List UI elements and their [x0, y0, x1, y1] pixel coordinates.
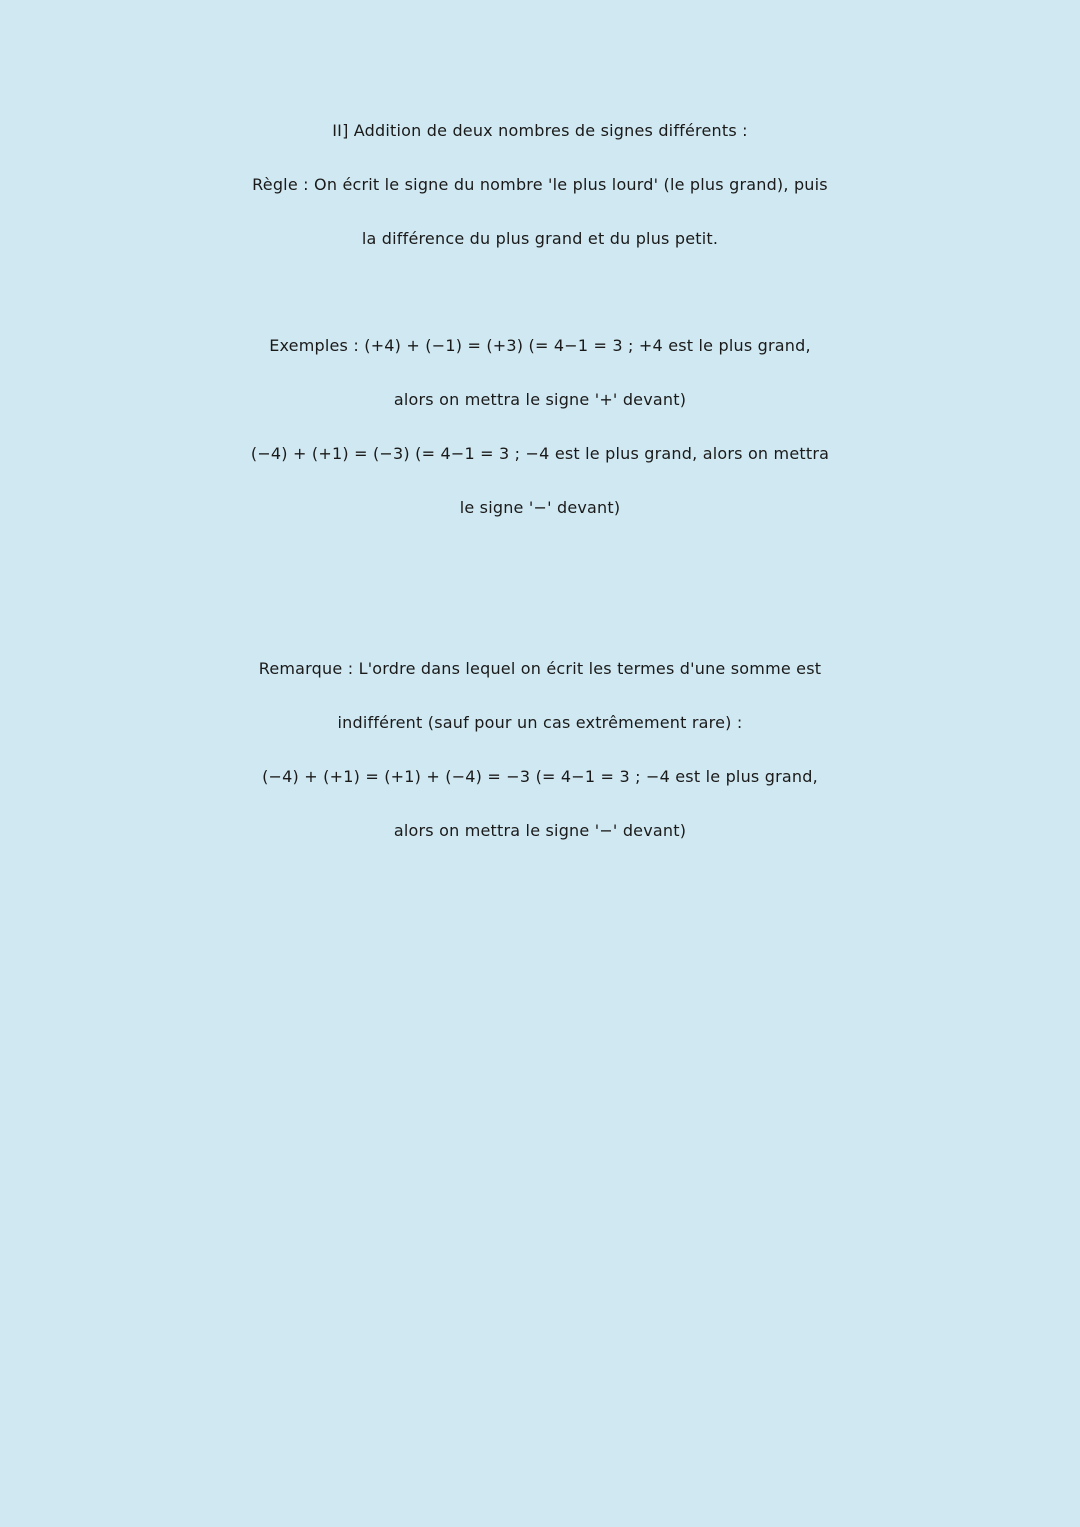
- examples-line-1: Exemples : (+4) + (−1) = (+3) (= 4−1 = 3 ; +4 est le plus grand,: [269, 336, 811, 355]
- remark-line-1: Remarque : L'ordre dans lequel on écrit les termes d'une somme est: [258, 659, 822, 678]
- remark-line-3: (−4) + (+1) = (+1) + (−4) = −3 (= 4−1 = 3 ; −4 est le plus grand,: [262, 767, 818, 786]
- section-heading: II] Addition de deux nombres de signes différents :: [332, 121, 748, 140]
- examples-line-2: alors on mettra le signe '+' devant): [393, 390, 687, 409]
- rule-text-line-1: Règle : On écrit le signe du nombre 'le plus lourd' (le plus grand), puis: [252, 175, 828, 194]
- examples-line-3: (−4) + (+1) = (−3) (= 4−1 = 3 ; −4 est le plus grand, alors on mettra: [250, 444, 830, 463]
- examples-line-4: le signe '−' devant): [459, 498, 621, 517]
- rule-text-line-2: la différence du plus grand et du plus petit.: [361, 229, 719, 248]
- remark-line-2: indifférent (sauf pour un cas extrêmement rare) :: [337, 713, 743, 732]
- remark-line-4: alors on mettra le signe '−' devant): [393, 821, 687, 840]
